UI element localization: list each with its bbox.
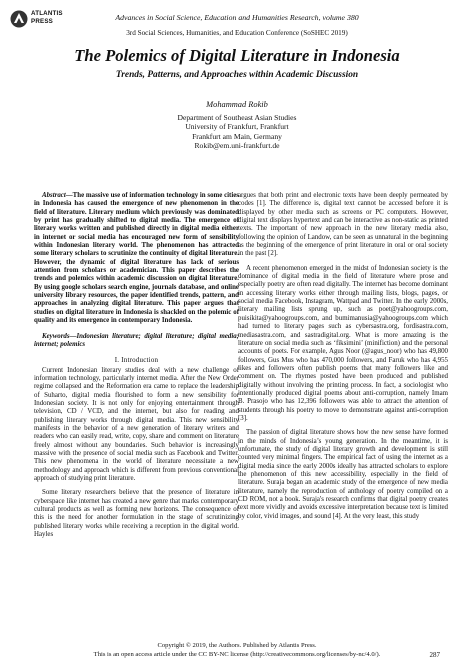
abstract xyxy=(34,192,239,326)
right-column xyxy=(238,192,448,521)
intro-paragraph-2: Some literary researchers believe that the presence of literature in cyberspace like internet has created a new genre that marks contemporary cultural products as well as forming new horizons. The consequence of this is the need for another formulation in the stage of scrutinizing published literary works while receiving a reception in the digital world. Hayles xyxy=(34,489,239,539)
author-name: Mohammad Rokib xyxy=(206,100,268,109)
license-notice[interactable]: This is an open access article under the CC BY-NC license (http://creativecommons.org/licenses/by-nc/4.0/). xyxy=(93,651,381,658)
keywords-text: —Indonesian literature; digital literature; digital media; internet; polemics xyxy=(34,332,239,348)
page-footer xyxy=(0,641,474,659)
paper-subtitle: Trends, Patterns, and Approaches within Academic Discussion xyxy=(115,70,359,80)
right-paragraph-3: The passion of digital literature shows how the new sense have formed in the minds of Indonesia’s young generation. In the meantime, it is unfortunate, the study of digital literary growth and development is still counted very minimal fingers. The empirical fact of using the internet as a digital media since the early 2000s ideally has attracted scholars to explore the phenomenon of this new accessibility, especially in the field of literature. Suraja began an academic study of the emergence of new media literature, namely the reproduction of anthology of poetry compiled on a CD ROM, not a book. Suraja's research confirms that digital poetry creates text more vividly and avoids excessive interpretation because text is limited by color, vivid images, and sound [4]. At the very least, this study xyxy=(238,429,448,520)
copyright-notice: Copyright © 2019, the Authors. Published by Atlantis Press. xyxy=(157,642,317,649)
abstract-label: Abstract xyxy=(42,192,66,199)
right-paragraph-1: argues that both print and electronic texts have been deeply permeated by codes [1]. The difference is, digital text cannot be accessed before it is displayed by other media such as screens or PC computers. However, digital text displays hypertext and can be interactive as non-static as printed texts. The important of new approach in the new literary media also, following the opinion of Landow, can be seen as unnatural in the beginning as the beginning of the emergence of print literature in oral or oral society in the past [2]. xyxy=(238,192,448,258)
publisher-name: ATLANTIS PRESS xyxy=(31,10,63,25)
journal-name: Advances in Social Science, Education and Humanities Research, volume 380 xyxy=(115,13,359,22)
keywords-label: Keywords xyxy=(42,332,70,340)
section-heading-introduction: I. Introduction xyxy=(114,356,159,365)
left-column xyxy=(34,192,239,539)
author-email[interactable]: Rokib@em.uni-frankfurt.de xyxy=(194,141,280,151)
affiliation-city: Frankfurt am Main, Germany xyxy=(192,131,282,141)
abstract-text: —The massive use of information technology in some cities in Indonesia has caused the emergence of new phenomenon in the field of literature. Literary medium which previously was dominated by print has gradually shifted to digital media. The emergence of literary works written and published directly in digital media either in internet or social media has encouraged new form of sensibility within Indonesian literary world. The phenomenon has attracted some literary scholars to scrutinize the continuity of digital literature. However, the dynamic of digital literature has lack of serious attention from scholars or academician. This paper describes the trends and polemics within academic discussion on digital literature. By using google scholars search engine, journals database, and online university library resources, the paper identified trends, pattern, and approaches in analyzing digital literature. This paper argues that studies on digital literature in Indonesia is shackled on the polemic of quality and its emergence in contemporary Indonesia. xyxy=(34,192,239,325)
paper-title: The Polemics of Digital Literature in Indonesia xyxy=(74,46,400,65)
affiliation-university: University of Frankfurt, Frankfurt xyxy=(185,122,289,132)
keywords xyxy=(34,333,239,350)
affiliation-dept: Department of Southeast Asian Studies xyxy=(177,112,297,122)
page-number: 287 xyxy=(429,651,440,659)
author-block xyxy=(10,100,464,151)
right-paragraph-2: A recent phenomenon emerged in the midst of Indonesian society is the dominance of digital media in the field of literature where prose and especially poetry are often read digitally. The internet has become dominant in accessing literary works either through mailing lists, blogs, pages, or social media Facebook, Instagram, Wattpad and Twitter. In the early 2000s, literary mailing lists sprung up, such as poet@yahoogroups.com, puisikita@yahoogroups.com, and bumimanusia@yahoogroups.com which had turned to literary pages such as cybersastra.org, fordisastra.com, mediasastra.com, and sastradigital.org. What is more amazing is the literature on social media such as ‘fiksimini’ (minifiction) and the personal accounts of poets. For example, Agus Noor (@agus_noor) who has 49,800 followers, Gus Mus who has 470,000 followers, and Faruk who has 4,955 likes and followers often publish poems that many followers like and comment on. The rhymes posted have been produced and published digitally without involving the printing process. In fact, a sociologist who intentionally produced digital poems about anti-corruption, namely Imam B. Prasojo who has 12,396 followers was able to attract the attention of students through his poetry to move to demonstrate against anti-corruption [3]. xyxy=(238,264,448,422)
atlantis-logo-icon xyxy=(10,10,28,28)
conference-name: 3rd Social Sciences, Humanities, and Education Conference (SoSHEC 2019) xyxy=(126,29,348,37)
intro-paragraph-1: Current Indonesian literary studies deal with a new challenge of information technology, particularly internet media. After the New Order regime collapsed and the Reformation era came to replace the leadership of Suharto, digital media flourished to form a new sensibility for Indonesian society. It is not only for enjoying entertainment through television, CD / VCD, and the internet, but also for reading and publishing literary works through digital media. This new sensibility manifests in the behavior of a new generation of literary writers and readers who can easily read, write, copy, share and comment on literature freely almost without any boundaries. Such behavior is increasingly massive with the presence of social media such as Facebook and Twitter. This new phenomena in the world of literature necessitate a new methodology and approach which is different from previous conventional approach of studying print literature. xyxy=(34,366,239,482)
